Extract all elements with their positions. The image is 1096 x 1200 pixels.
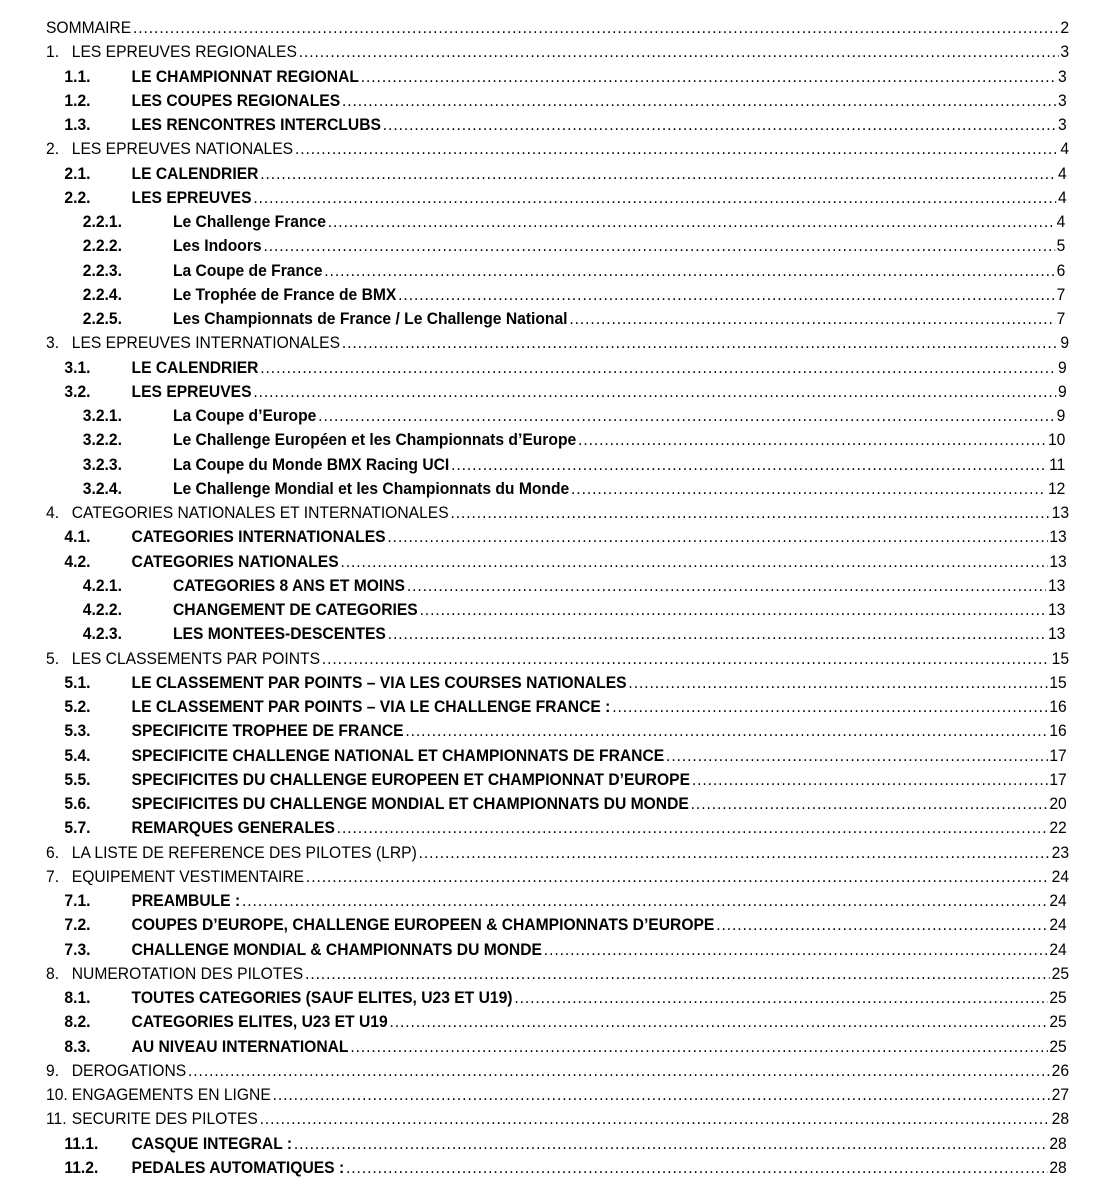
toc-entry-number: 4. bbox=[46, 503, 60, 522]
toc-entry-number: 11. bbox=[46, 1109, 67, 1129]
dot-leader bbox=[260, 356, 1056, 380]
toc-entry-number: 5.5. bbox=[64, 769, 91, 789]
toc-entry[interactable] bbox=[46, 986, 1067, 1010]
toc-entry[interactable] bbox=[46, 913, 1067, 937]
table-of-contents bbox=[46, 16, 1069, 1180]
dot-leader bbox=[350, 1035, 1047, 1059]
dot-leader bbox=[337, 816, 1048, 840]
toc-entry[interactable] bbox=[46, 137, 1069, 161]
toc-entry-title: La Coupe d’Europe bbox=[172, 406, 317, 425]
toc-entry-page-number: 9 bbox=[1060, 333, 1070, 353]
toc-entry[interactable] bbox=[46, 89, 1067, 113]
toc-entry-page-number: 4 bbox=[1058, 163, 1067, 183]
toc-entry-page-number: 10 bbox=[1047, 430, 1066, 450]
toc-entry-page-number: 17 bbox=[1049, 769, 1067, 789]
toc-entry-number: 6. bbox=[46, 842, 60, 862]
toc-entry[interactable] bbox=[46, 865, 1069, 889]
toc-entry-number: 5. bbox=[46, 648, 60, 668]
toc-entry-page-number: 16 bbox=[1049, 697, 1067, 716]
toc-entry-number: 3.2.2. bbox=[82, 430, 122, 450]
toc-entry-title: NUMEROTATION DES PILOTES bbox=[71, 963, 304, 983]
toc-entry-title: LES EPREUVES bbox=[131, 187, 252, 207]
toc-entry-number: 3.2.4. bbox=[82, 478, 122, 498]
toc-entry-page-number: 25 bbox=[1049, 988, 1067, 1007]
toc-entry-title: CATEGORIES NATIONALES ET INTERNATIONALES bbox=[71, 503, 449, 522]
dot-leader bbox=[133, 16, 1058, 40]
toc-entry-page-number: 2 bbox=[1060, 18, 1070, 37]
toc-entry[interactable] bbox=[46, 768, 1067, 792]
toc-entry[interactable] bbox=[46, 283, 1065, 307]
dot-leader bbox=[666, 744, 1047, 768]
toc-entry-number: 4.1. bbox=[64, 527, 91, 547]
toc-entry[interactable] bbox=[46, 477, 1065, 501]
dot-leader bbox=[628, 671, 1047, 695]
toc-entry-page-number: 7 bbox=[1056, 309, 1066, 328]
dot-leader bbox=[361, 65, 1056, 89]
dot-leader bbox=[273, 1083, 1050, 1107]
toc-entry-number: 10. bbox=[46, 1085, 68, 1104]
toc-entry-page-number: 13 bbox=[1051, 503, 1070, 522]
toc-entry[interactable] bbox=[46, 1083, 1069, 1107]
toc-entry[interactable] bbox=[46, 404, 1065, 428]
toc-entry-page-number: 3 bbox=[1060, 42, 1070, 62]
dot-leader bbox=[387, 525, 1047, 549]
toc-entry-title: CHANGEMENT DE CATEGORIES bbox=[172, 600, 418, 619]
toc-entry-page-number: 24 bbox=[1049, 939, 1067, 959]
toc-entry-page-number: 11 bbox=[1049, 454, 1066, 474]
toc-entry-number: 4.2. bbox=[64, 551, 91, 571]
toc-entry-page-number: 3 bbox=[1058, 66, 1067, 86]
toc-entry[interactable] bbox=[46, 550, 1067, 574]
toc-entry[interactable] bbox=[46, 525, 1067, 549]
toc-entry-page-number: 3 bbox=[1058, 115, 1067, 134]
toc-entry-number: 2. bbox=[46, 139, 60, 159]
dot-leader bbox=[294, 1132, 1048, 1156]
toc-entry-page-number: 25 bbox=[1051, 963, 1070, 983]
dot-leader bbox=[188, 1059, 1050, 1083]
dot-leader bbox=[299, 40, 1059, 64]
dot-leader bbox=[451, 453, 1047, 477]
dot-leader bbox=[388, 622, 1046, 646]
toc-entry-page-number: 13 bbox=[1049, 551, 1067, 571]
dot-leader bbox=[253, 186, 1056, 210]
dot-leader bbox=[295, 137, 1059, 161]
toc-entry-title: Le Challenge Mondial et les Championnats du Monde bbox=[172, 478, 570, 498]
toc-entry-number: 3.2.1. bbox=[82, 406, 122, 425]
toc-entry-title: Le Challenge France bbox=[172, 212, 326, 231]
toc-entry-title: LA LISTE DE REFERENCE DES PILOTES (LRP) bbox=[71, 842, 417, 862]
toc-entry-page-number: 13 bbox=[1047, 624, 1066, 644]
toc-entry-number: 3.2.3. bbox=[82, 454, 122, 474]
toc-entry[interactable] bbox=[46, 453, 1065, 477]
dot-leader bbox=[612, 695, 1047, 719]
toc-entry[interactable] bbox=[46, 889, 1067, 913]
toc-entry-number: 5.1. bbox=[64, 672, 91, 692]
dot-leader bbox=[420, 598, 1047, 622]
toc-entry-title: LES MONTEES-DESCENTES bbox=[172, 624, 386, 644]
toc-entry-title: LE CALENDRIER bbox=[131, 163, 259, 183]
toc-entry-title: LES EPREUVES REGIONALES bbox=[71, 42, 297, 62]
dot-leader bbox=[544, 938, 1048, 962]
toc-entry-title: LES EPREUVES INTERNATIONALES bbox=[71, 333, 341, 353]
toc-entry-page-number: 25 bbox=[1049, 1036, 1067, 1056]
toc-entry-number: 2.2.5. bbox=[82, 309, 122, 328]
toc-entry-title: LE CHAMPIONNAT REGIONAL bbox=[131, 66, 359, 86]
toc-entry-title: DEROGATIONS bbox=[71, 1060, 187, 1080]
dot-leader bbox=[342, 89, 1056, 113]
toc-entry-page-number: 9 bbox=[1058, 357, 1067, 377]
dot-leader bbox=[692, 768, 1048, 792]
toc-entry-title: CATEGORIES INTERNATIONALES bbox=[131, 527, 386, 547]
toc-entry-page-number: 9 bbox=[1058, 381, 1067, 401]
toc-entry-title: CATEGORIES NATIONALES bbox=[131, 551, 339, 571]
toc-entry[interactable] bbox=[46, 622, 1065, 646]
toc-entry-page-number: 13 bbox=[1047, 575, 1066, 595]
toc-entry[interactable] bbox=[46, 1035, 1067, 1059]
toc-entry-title: CATEGORIES ELITES, U23 ET U19 bbox=[131, 1012, 388, 1032]
toc-entry[interactable] bbox=[46, 16, 1069, 40]
toc-entry[interactable] bbox=[46, 695, 1067, 719]
toc-entry-title: SOMMAIRE bbox=[46, 18, 132, 37]
toc-entry-number: 2.2. bbox=[64, 187, 91, 207]
toc-entry-title: COUPES D’EUROPE, CHALLENGE EUROPEEN & CHAMPIONNATS D’EUROPE bbox=[131, 915, 715, 935]
toc-entry-page-number: 16 bbox=[1049, 721, 1067, 741]
toc-entry-page-number: 23 bbox=[1051, 842, 1070, 862]
dot-leader bbox=[324, 259, 1055, 283]
toc-entry-number: 2.2.1. bbox=[82, 212, 122, 231]
dot-leader bbox=[260, 162, 1056, 186]
toc-entry[interactable] bbox=[46, 234, 1065, 258]
toc-entry-page-number: 25 bbox=[1049, 1012, 1067, 1032]
toc-entry-page-number: 3 bbox=[1058, 90, 1067, 110]
toc-entry-number: 3.1. bbox=[64, 357, 91, 377]
toc-entry-title: TOUTES CATEGORIES (SAUF ELITES, U23 ET U19) bbox=[131, 988, 513, 1007]
toc-entry-number: 2.1. bbox=[64, 163, 91, 183]
toc-entry-page-number: 24 bbox=[1051, 866, 1070, 886]
toc-entry-title: LE CLASSEMENT PAR POINTS – VIA LE CHALLENGE FRANCE : bbox=[131, 697, 611, 716]
toc-entry-page-number: 15 bbox=[1051, 648, 1070, 668]
dot-leader bbox=[342, 331, 1059, 355]
toc-entry[interactable] bbox=[46, 1010, 1067, 1034]
toc-entry-number: 1. bbox=[46, 42, 60, 62]
dot-leader bbox=[691, 792, 1048, 816]
toc-entry-page-number: 9 bbox=[1056, 406, 1066, 425]
dot-leader bbox=[328, 210, 1055, 234]
dot-leader bbox=[450, 501, 1049, 525]
toc-entry[interactable] bbox=[46, 162, 1067, 186]
toc-entry-page-number: 13 bbox=[1047, 600, 1066, 619]
dot-leader bbox=[569, 307, 1054, 331]
dot-leader bbox=[407, 574, 1046, 598]
toc-entry[interactable] bbox=[46, 647, 1069, 671]
toc-entry-number: 1.2. bbox=[64, 90, 91, 110]
toc-entry[interactable] bbox=[46, 356, 1067, 380]
toc-entry-title: LE CALENDRIER bbox=[131, 357, 259, 377]
dot-leader bbox=[263, 234, 1054, 258]
toc-entry-title: LES CLASSEMENTS PAR POINTS bbox=[71, 648, 321, 668]
toc-entry[interactable] bbox=[46, 671, 1067, 695]
toc-entry[interactable] bbox=[46, 186, 1067, 210]
toc-entry-number: 5.2. bbox=[64, 697, 91, 716]
toc-entry-title: SECURITE DES PILOTES bbox=[71, 1109, 258, 1129]
toc-entry[interactable] bbox=[46, 65, 1067, 89]
dot-leader bbox=[341, 550, 1048, 574]
toc-entry-title: LE CLASSEMENT PAR POINTS – VIA LES COURSES NATIONALES bbox=[131, 672, 627, 692]
toc-entry[interactable] bbox=[46, 719, 1067, 743]
toc-entry-number: 5.3. bbox=[64, 721, 91, 741]
toc-entry[interactable] bbox=[46, 1059, 1069, 1083]
toc-entry[interactable] bbox=[46, 210, 1065, 234]
toc-entry-number: 2.2.3. bbox=[82, 260, 122, 280]
toc-entry[interactable] bbox=[46, 938, 1067, 962]
dot-leader bbox=[253, 380, 1056, 404]
toc-entry[interactable] bbox=[46, 744, 1067, 768]
toc-entry-page-number: 26 bbox=[1051, 1060, 1070, 1080]
toc-entry-page-number: 27 bbox=[1051, 1085, 1070, 1104]
toc-entry-title: SPECIFICITES DU CHALLENGE EUROPEEN ET CHAMPIONNAT D’EUROPE bbox=[131, 769, 691, 789]
toc-entry[interactable] bbox=[46, 40, 1069, 64]
dot-leader bbox=[578, 428, 1046, 452]
toc-entry-title: SPECIFICITES DU CHALLENGE MONDIAL ET CHAMPIONNATS DU MONDE bbox=[131, 794, 689, 813]
toc-entry[interactable] bbox=[46, 1107, 1069, 1131]
dot-leader bbox=[514, 986, 1047, 1010]
toc-entry[interactable] bbox=[46, 307, 1065, 331]
dot-leader bbox=[318, 404, 1055, 428]
toc-entry-page-number: 15 bbox=[1049, 672, 1067, 692]
toc-entry-number: 4.2.1. bbox=[82, 575, 122, 595]
dot-leader bbox=[346, 1156, 1047, 1180]
toc-entry-title: SPECIFICITE TROPHEE DE FRANCE bbox=[131, 721, 404, 741]
toc-entry-page-number: 24 bbox=[1049, 915, 1067, 935]
dot-leader bbox=[398, 283, 1055, 307]
dot-leader bbox=[306, 865, 1050, 889]
toc-entry-number: 3.2. bbox=[64, 381, 91, 401]
toc-entry-page-number: 4 bbox=[1058, 187, 1067, 207]
toc-entry-title: CHALLENGE MONDIAL & CHAMPIONNATS DU MONDE bbox=[131, 939, 542, 959]
toc-entry-page-number: 22 bbox=[1049, 818, 1067, 838]
toc-entry-number: 8.3. bbox=[64, 1036, 91, 1056]
toc-entry[interactable] bbox=[46, 598, 1065, 622]
toc-entry-title: EQUIPEMENT VESTIMENTAIRE bbox=[71, 866, 305, 886]
toc-entry-title: LES EPREUVES bbox=[131, 381, 252, 401]
toc-entry-number: 9. bbox=[46, 1060, 60, 1080]
toc-entry-page-number: 7 bbox=[1056, 284, 1066, 304]
toc-entry-title: SPECIFICITE CHALLENGE NATIONAL ET CHAMPIONNATS DE FRANCE bbox=[131, 745, 665, 765]
toc-entry-number: 3. bbox=[46, 333, 60, 353]
dot-leader bbox=[242, 889, 1047, 913]
toc-entry[interactable] bbox=[46, 962, 1069, 986]
toc-entry-title: CATEGORIES 8 ANS ET MOINS bbox=[172, 575, 405, 595]
toc-entry-page-number: 20 bbox=[1049, 794, 1067, 813]
toc-entry[interactable] bbox=[46, 841, 1069, 865]
toc-entry-title: Le Trophée de France de BMX bbox=[172, 284, 397, 304]
toc-entry-number: 11.1. bbox=[64, 1133, 99, 1153]
toc-entry-number: 11.2. bbox=[64, 1157, 99, 1177]
toc-entry-number: 2.2.4. bbox=[82, 284, 122, 304]
toc-entry-page-number: 5 bbox=[1056, 236, 1066, 256]
toc-entry-title: PEDALES AUTOMATIQUES : bbox=[131, 1157, 345, 1177]
toc-entry-number: 7. bbox=[46, 866, 60, 886]
toc-entry-title: La Coupe de France bbox=[172, 260, 323, 280]
toc-entry-title: La Coupe du Monde BMX Racing UCI bbox=[172, 454, 450, 474]
toc-entry[interactable] bbox=[46, 574, 1065, 598]
toc-entry[interactable] bbox=[46, 113, 1067, 137]
toc-entry-number: 8.2. bbox=[64, 1012, 91, 1032]
toc-entry-page-number: 4 bbox=[1060, 139, 1070, 159]
toc-entry-title: PREAMBULE : bbox=[131, 891, 241, 910]
toc-entry-title: Les Championnats de France / Le Challenge National bbox=[172, 309, 568, 328]
dot-leader bbox=[383, 113, 1056, 137]
toc-entry-number: 5.7. bbox=[64, 818, 91, 838]
dot-leader bbox=[571, 477, 1046, 501]
toc-entry-title: Le Challenge Européen et les Championnats d’Europe bbox=[172, 430, 577, 450]
toc-entry-number: 8.1. bbox=[64, 988, 91, 1007]
toc-entry[interactable] bbox=[46, 1132, 1067, 1156]
toc-entry-title: Les Indoors bbox=[172, 236, 262, 256]
toc-entry-number: 4.2.3. bbox=[82, 624, 122, 644]
toc-entry-number: 8. bbox=[46, 963, 60, 983]
toc-entry-number: 7.1. bbox=[64, 891, 91, 910]
toc-entry-page-number: 17 bbox=[1049, 745, 1067, 765]
toc-entry-page-number: 28 bbox=[1051, 1109, 1070, 1129]
toc-entry-page-number: 4 bbox=[1056, 212, 1066, 231]
toc-entry-number: 5.4. bbox=[64, 745, 91, 765]
toc-entry-page-number: 13 bbox=[1049, 527, 1067, 547]
toc-entry-page-number: 28 bbox=[1049, 1157, 1067, 1177]
toc-entry-number: 1.1. bbox=[64, 66, 91, 86]
toc-entry-title: ENGAGEMENTS EN LIGNE bbox=[71, 1085, 271, 1104]
toc-entry-title: LES RENCONTRES INTERCLUBS bbox=[131, 115, 381, 134]
toc-entry-title: CASQUE INTEGRAL : bbox=[131, 1133, 293, 1153]
toc-entry[interactable] bbox=[46, 792, 1067, 816]
toc-entry-title: LES COUPES REGIONALES bbox=[131, 90, 341, 110]
toc-entry-page-number: 28 bbox=[1049, 1133, 1067, 1153]
toc-entry[interactable] bbox=[46, 816, 1067, 840]
dot-leader bbox=[305, 962, 1050, 986]
dot-leader bbox=[322, 647, 1050, 671]
toc-entry[interactable] bbox=[46, 259, 1065, 283]
toc-entry-number: 7.3. bbox=[64, 939, 91, 959]
toc-entry-page-number: 12 bbox=[1047, 478, 1066, 498]
toc-entry-number: 1.3. bbox=[64, 115, 91, 134]
toc-entry[interactable] bbox=[46, 331, 1069, 355]
dot-leader bbox=[260, 1107, 1050, 1131]
dot-leader bbox=[716, 913, 1047, 937]
dot-leader bbox=[389, 1010, 1047, 1034]
toc-entry-number: 2.2.2. bbox=[82, 236, 122, 256]
toc-entry-page-number: 24 bbox=[1049, 891, 1067, 910]
toc-entry-title: AU NIVEAU INTERNATIONAL bbox=[131, 1036, 349, 1056]
toc-entry-number: 5.6. bbox=[64, 794, 91, 813]
toc-entry-title: REMARQUES GENERALES bbox=[131, 818, 335, 838]
toc-entry-page-number: 6 bbox=[1056, 260, 1066, 280]
toc-entry-title: LES EPREUVES NATIONALES bbox=[71, 139, 294, 159]
dot-leader bbox=[419, 841, 1050, 865]
toc-entry-number: 4.2.2. bbox=[82, 600, 122, 619]
dot-leader bbox=[405, 719, 1047, 743]
toc-entry[interactable] bbox=[46, 501, 1069, 525]
toc-entry[interactable] bbox=[46, 428, 1065, 452]
toc-entry-number: 7.2. bbox=[64, 915, 91, 935]
toc-entry[interactable] bbox=[46, 1156, 1067, 1180]
toc-entry[interactable] bbox=[46, 380, 1067, 404]
